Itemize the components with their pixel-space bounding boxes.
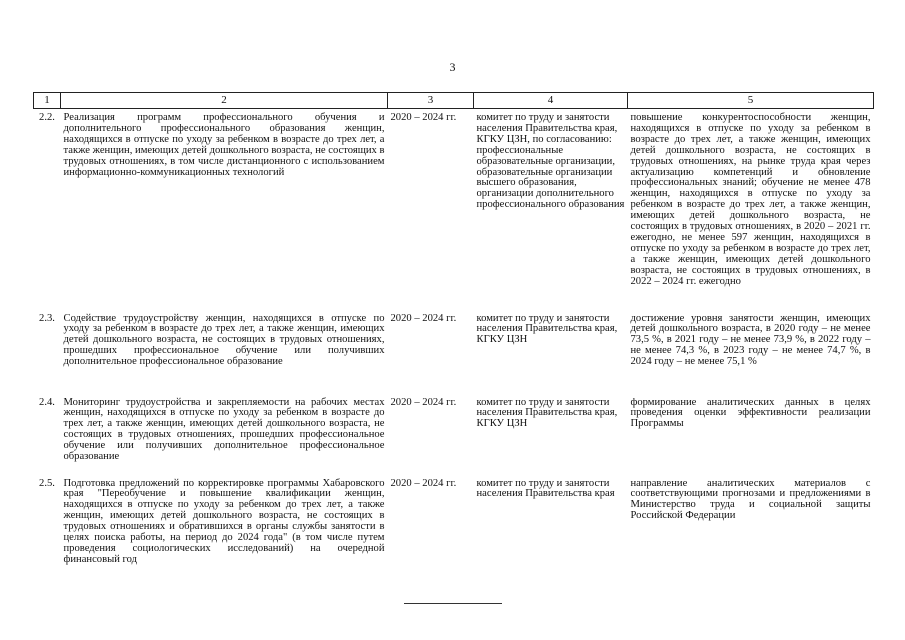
- page-number: 3: [449, 60, 456, 74]
- column-header-4: 4: [474, 93, 628, 109]
- activity-cell: Содействие трудоустройству женщин, находящихся в отпуске по уходу за ребенком в возрасте до трех лет, а также женщин, имеющих детей дошкольного возраста, не состоящих в трудовых отношениях, прошедших профессиональное обучение или получивших дополнительное профессиональное образование: [63, 312, 385, 368]
- column-header-5: 5: [628, 93, 874, 109]
- table-header-row: [34, 93, 874, 109]
- responsible-cell: комитет по труду и занятости населения Правительства края: [476, 477, 615, 500]
- responsible-cell: комитет по труду и занятости населения Правительства края, КГКУ ЦЗН: [476, 396, 618, 430]
- term-cell: 2020 – 2024 гг.: [390, 312, 457, 324]
- result-cell: направление аналитических материалов с соответствующими прогнозами и предложениями в Министерство труда и социальной защиты Российской Федерации: [630, 477, 871, 522]
- table-row: [34, 310, 874, 394]
- activity-cell: Мониторинг трудоустройства и закрепляемости на рабочих местах женщин, находящихся в отпуске по уходу за ребенком в возрасте до трех лет, а также женщин, имеющих детей дошкольного возраста, не состоящих в трудовых отношениях, прошедших профессиональное обучение или получивших дополнительное профессиональное образование: [63, 396, 385, 463]
- activity-cell: Подготовка предложений по корректировке программы Хабаровского края "Переобучение и повышение квалификации женщин, находящихся в отпуске по уходу за ребенком до трех лет, а также женщин, имеющих детей дошкольного возраста, не состоящих в трудовых отношениях и обратившихся в органы службы занятости в целях поиска работы, на период до 2024 года" (в том числе путем проведения социологических исследований) на очередной финансовый год: [63, 477, 385, 565]
- responsible-cell: комитет по труду и занятости населения Правительства края, КГКУ ЦЗН: [476, 312, 618, 346]
- term-cell: 2020 – 2024 гг.: [390, 112, 457, 123]
- row-number: 2.2.: [39, 112, 55, 123]
- activities-table: [33, 92, 874, 571]
- row-number: 2.3.: [39, 312, 55, 324]
- term-cell: 2020 – 2024 гг.: [390, 477, 457, 489]
- table-row: [34, 394, 874, 475]
- responsible-cell: комитет по труду и занятости населения Правительства края, КГКУ ЦЗН, по согласованию: профессиональные образовательные организации, образовательные организации высшего образования, организации дополнительного профессионального образования: [476, 112, 625, 211]
- column-header-3: 3: [388, 93, 474, 109]
- result-cell: формирование аналитических данных в целях проведения оценки эффективности реализации Программы: [630, 396, 871, 430]
- result-cell: достижение уровня занятости женщин, имеющих детей дошкольного возраста, в 2020 году – не менее 73,5 %, в 2021 году – не менее 73,9 %, в 2022 году – не менее 74,3 %, в 2023 году – не менее 74,7 %, в 2024 году – не менее 75,1 %: [630, 312, 871, 368]
- term-cell: 2020 – 2024 гг.: [390, 396, 457, 408]
- column-header-1: 1: [34, 93, 61, 109]
- activity-cell: Реализация программ профессионального обучения и дополнительного профессионального образования женщин, находящихся в отпуске по уходу за ребенком в возрасте до трех лет, а также женщин, имеющих детей дошкольного возраста, не состоящих в трудовых отношениях, в том числе дистанционного с использованием информационно-коммуникационных технологий: [63, 112, 385, 178]
- row-number: 2.4.: [39, 396, 55, 408]
- footer-rule: [404, 603, 502, 604]
- column-header-2: 2: [61, 93, 388, 109]
- row-number: 2.5.: [39, 477, 55, 489]
- table-row: [34, 475, 874, 571]
- table-row: [34, 109, 874, 310]
- result-cell: повышение конкурентоспособности женщин, находящихся в отпуске по уходу за ребенком в возрасте до трех лет, а также женщин, имеющих детей дошкольного возраста, не состоящих в трудовых отношениях, на рынке труда края через актуализацию компетенций и обновление профессиональных знаний; обучение не менее 478 женщин, находящихся в отпуске по уходу за ребенком в возрасте до трех лет, а также женщин, имеющих детей дошкольного возраста, не состоящих в трудовых отношениях, в 2020 – 2021 гг. ежегодно, не менее 597 женщин, находящихся в отпуске по уходу за ребенком в возрасте до трех лет, а также женщин, имеющих детей дошкольного возраста, не состоящих в трудовых отношениях, в 2022 – 2024 гг. ежегодно: [630, 112, 871, 287]
